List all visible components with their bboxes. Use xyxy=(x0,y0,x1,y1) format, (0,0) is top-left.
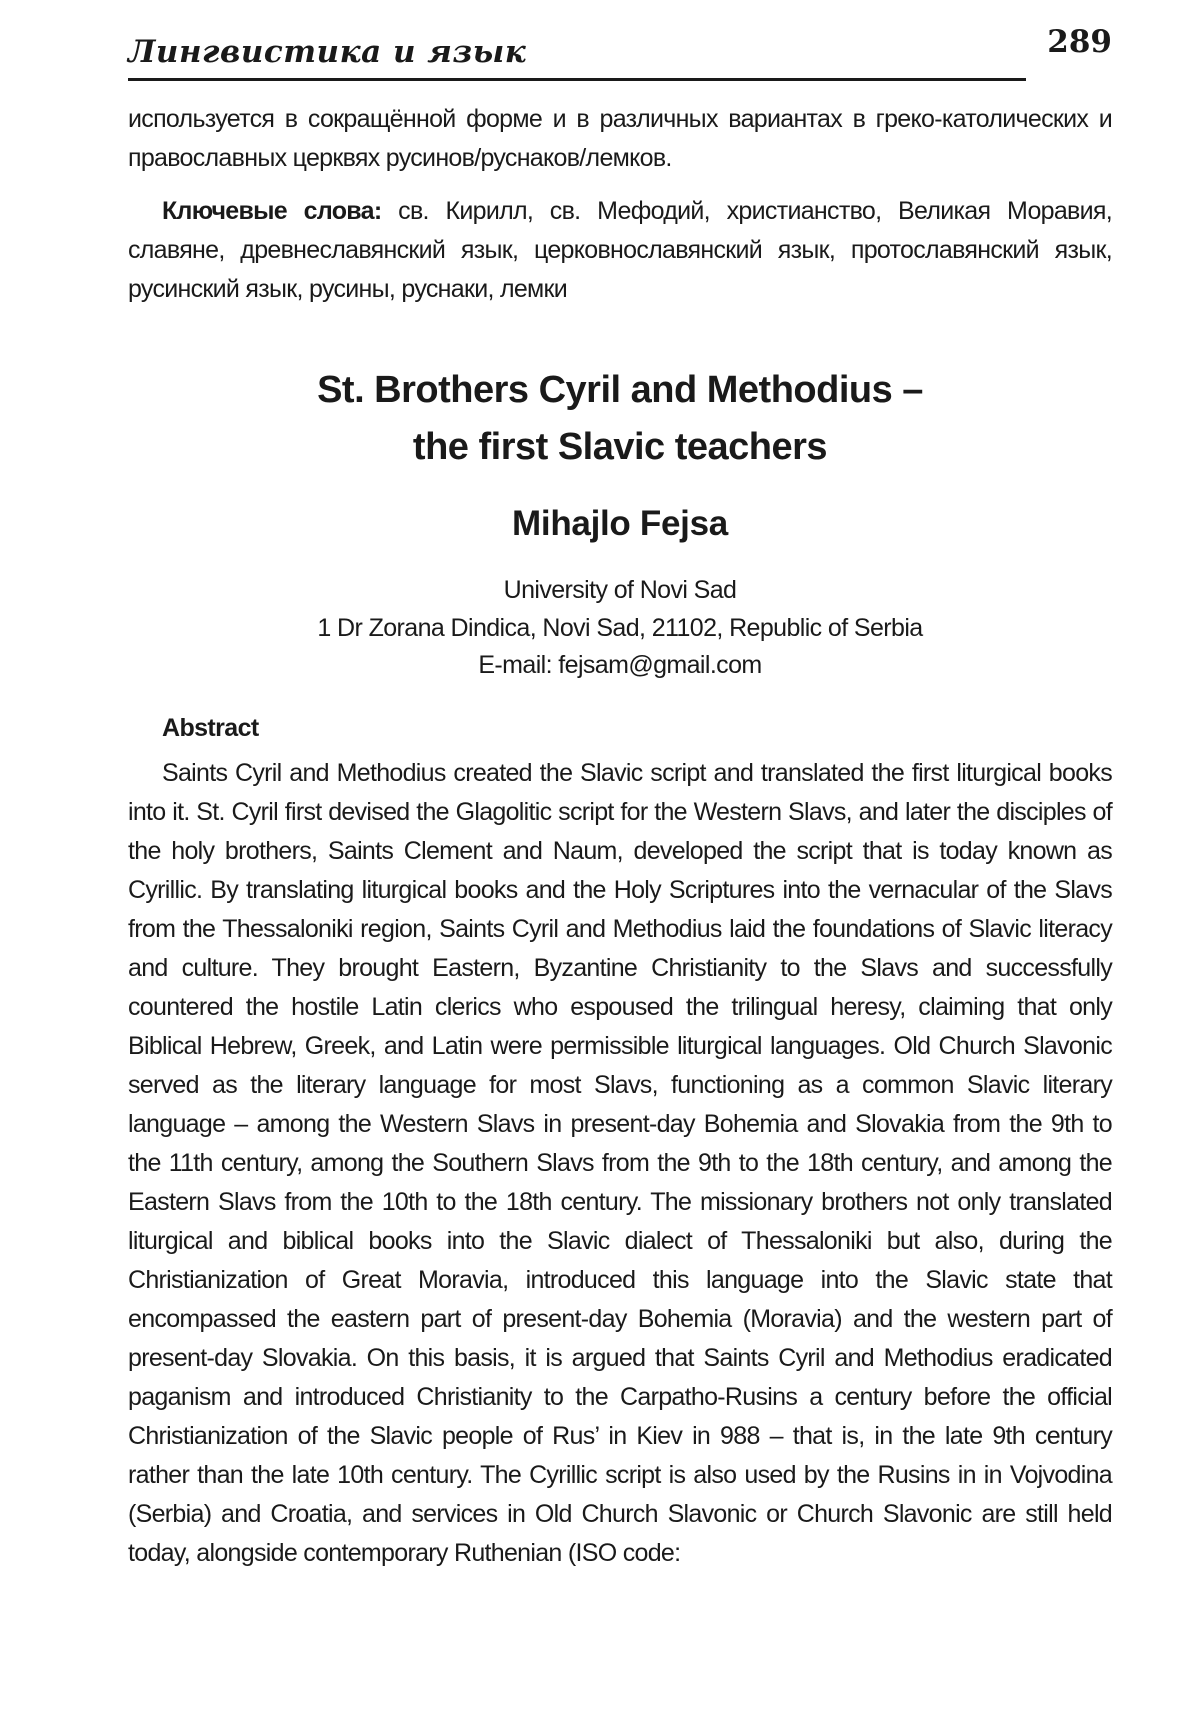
title-line-1: St. Brothers Cyril and Methodius – xyxy=(317,369,923,411)
affiliation: University of Novi Sad xyxy=(503,576,737,604)
keywords-paragraph xyxy=(128,192,1112,309)
page-number: 289 xyxy=(1047,24,1112,60)
address: 1 Dr Zorana Dindica, Novi Sad, 21102, Republic of Serbia xyxy=(317,614,923,642)
running-header xyxy=(128,28,1026,81)
email: E-mail: fejsam@gmail.com xyxy=(478,651,762,679)
keywords-label: Ключевые слова: xyxy=(162,197,382,225)
title-line-2: the first Slavic teachers xyxy=(412,426,828,468)
article-title xyxy=(128,362,1112,476)
running-title: Лингвистика и язык xyxy=(128,34,527,70)
abstract-heading: Abstract xyxy=(162,714,259,742)
abstract-body: Saints Cyril and Methodius created the Slavic script and translated the first liturgical books into it. St. Cyril first devised the Glagolitic script for the Western Slavs, and later the disciples of the holy brothers, Saints Clement and Naum, developed the script that is today known as Cyrillic. By translating liturgical books and the Holy Scriptures into the vernacular of the Slavs from the Thessaloniki region, Saints Cyril and Methodius laid the foundations of Slavic literacy and culture. They brought Eastern, Byzantine Christianity to the Slavs and successfully countered the hostile Latin clerics who espoused the trilingual heresy, claiming that only Biblical Hebrew, Greek, and Latin were permissible liturgical languages. Old Church Slavonic served as the literary language for most Slavs, functioning as a common Slavic literary language – among the Western Slavs in present-day Bohemia and Slovakia from the 9th to the 11th century, among the Southern Slavs from the 9th to the 18th century, and among the Eastern Slavs from the 10th to the 18th century. The missionary brothers not only translated liturgical and biblical books into the Slavic dialect of Thessaloniki but also, during the Christianization of Great Moravia, introduced this language into the Slavic state that encompassed the eastern part of present-day Bohemia (Moravia) and the western part of present-day Slovakia. On this basis, it is argued that Saints Cyril and Methodius eradicated paganism and introduced Christianity to the Carpatho-Rusins a century before the official Christianization of the Slavic people of Rus’ in Kiev in 988 – that is, in the late 9th century rather than the late 10th century. The Cyrillic script is also used by the Rusins in in Vojvodina (Serbia) and Croatia, and services in Old Church Slavonic or Church Slavonic are still held today, alongside contemporary Ruthenian (ISO code: xyxy=(128,759,1112,1567)
keywords-text: св. Кирилл, св. Мефодий, христианство, Великая Моравия, славяне, древнеславянский язык, церковнославянский язык, протославянский язык, русинский язык, русины, руснаки, лемки xyxy=(128,197,1112,303)
intro-paragraph: используется в сокращённой форме и в различных вариантах в греко-католических и православных церквях русинов/руснаков/лемков. xyxy=(128,105,1112,172)
author-name: Mihajlo Fejsa xyxy=(512,504,728,543)
